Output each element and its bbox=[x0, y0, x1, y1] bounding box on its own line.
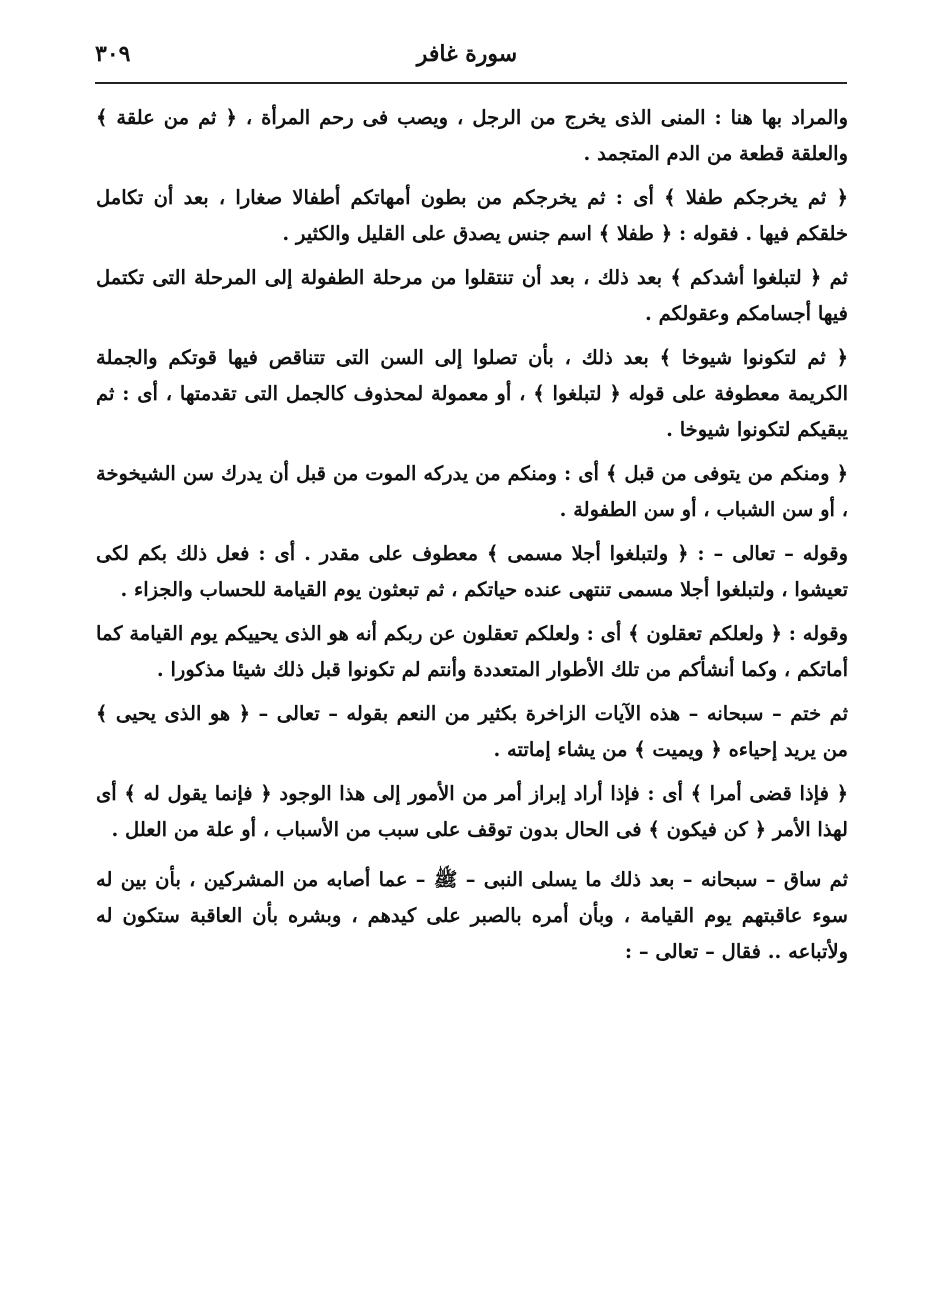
page-number: ٣٠٩ bbox=[95, 41, 131, 67]
paragraph: ﴿ ثم لتكونوا شيوخا ﴾ بعد ذلك ، بأن تصلوا إلى السن التى تتناقص فيها قوتكم والجملة الكريمة معطوفة على قوله ﴿ لتبلغوا ﴾ ، أو معمولة لمحذوف كالجمل التى تقدمتها ، أى : ثم يبقيكم لتكونوا شيوخا . bbox=[96, 346, 848, 441]
paragraph: ﴿ ثم يخرجكم طفلا ﴾ أى : ثم يخرجكم من بطون أمهاتكم أطفالا صغارا ، بعد أن تكامل خلقكم فيها . فقوله : ﴿ طفلا ﴾ اسم جنس يصدق على القليل والكثير . bbox=[96, 186, 848, 245]
paragraph: وقوله : ﴿ ولعلكم تعقلون ﴾ أى : ولعلكم تعقلون عن ربكم أنه هو الذى يحييكم يوم القيامة كما أماتكم ، وكما أنشأكم من تلك الأطوار المتعددة وأنتم لم تكونوا قبل ذلك شيئا مذكورا . bbox=[96, 622, 848, 681]
surah-title: سورة غافر bbox=[416, 41, 518, 67]
paragraph: ثم ﴿ لتبلغوا أشدكم ﴾ بعد ذلك ، بعد أن تنتقلوا من مرحلة الطفولة إلى المرحلة التى تكتمل فيها أجسامكم وعقولكم . bbox=[96, 266, 848, 325]
paragraph: ﴿ فإذا قضى أمرا ﴾ أى : فإذا أراد إبراز أمر من الأمور إلى هذا الوجود ﴿ فإنما يقول له ﴾ أى لهذا الأمر ﴿ كن فيكون ﴾ فى الحال بدون توقف على سبب من الأسباب ، أو علة من العلل . bbox=[96, 782, 848, 841]
tafsir-text bbox=[96, 100, 848, 978]
paragraph: وقوله – تعالى – : ﴿ ولتبلغوا أجلا مسمى ﴾ معطوف على مقدر . أى : فعل ذلك بكم لكى تعيشوا ، ولتبلغوا أجلا مسمى تنتهى عنده حياتكم ، ثم تبعثون يوم القيامة للحساب والجزاء . bbox=[96, 542, 848, 601]
paragraph: ثم ختم – سبحانه – هذه الآيات الزاخرة بكثير من النعم بقوله – تعالى – ﴿ هو الذى يحيى ﴾ من يريد إحياءه ﴿ ويميت ﴾ من يشاء إماتته . bbox=[96, 702, 848, 761]
paragraph: ﴿ ومنكم من يتوفى من قبل ﴾ أى : ومنكم من يدركه الموت من قبل أن يدرك سن الشيخوخة ، أو سن الشباب ، أو سن الطفولة . bbox=[96, 462, 848, 521]
header-divider bbox=[95, 82, 847, 84]
paragraph: ثم ساق – سبحانه – بعد ذلك ما يسلى النبى – ﷺ – عما أصابه من المشركين ، بأن بين له سوء عاقبتهم يوم القيامة ، وبأن أمره بالصبر على كيدهم ، وبشره بأن العاقبة ستكون له ولأتباعه .. فقال – تعالى – : bbox=[96, 868, 848, 963]
paragraph: والمراد بها هنا : المنى الذى يخرج من الرجل ، ويصب فى رحم المرأة ، ﴿ ثم من علقة ﴾ والعلقة قطعة من الدم المتجمد . bbox=[96, 106, 848, 165]
page-header bbox=[95, 34, 847, 80]
